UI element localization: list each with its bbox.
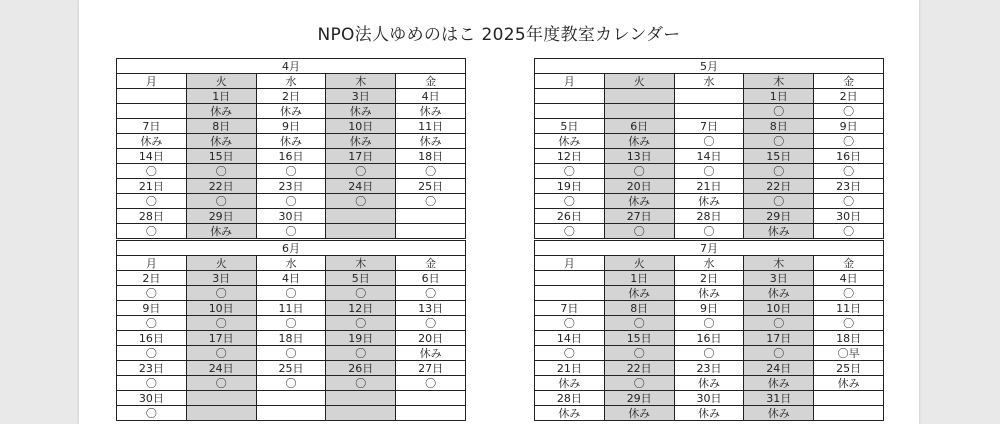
date-cell: 7日 xyxy=(674,119,744,134)
date-row xyxy=(117,179,466,194)
status-cell: 〇 xyxy=(396,286,466,301)
date-cell: 31日 xyxy=(744,391,814,406)
date-cell: 1日 xyxy=(744,89,814,104)
status-row xyxy=(117,316,466,331)
status-cell: 〇 xyxy=(674,316,744,331)
date-cell: 13日 xyxy=(396,301,466,316)
status-cell: 〇 xyxy=(256,286,326,301)
date-cell: 29日 xyxy=(186,209,256,224)
date-cell: 11日 xyxy=(396,119,466,134)
weekday-header: 木 xyxy=(744,74,814,89)
weekday-header: 火 xyxy=(604,256,674,271)
month-name: 7月 xyxy=(535,241,884,256)
status-cell xyxy=(326,224,396,239)
status-cell: 休み xyxy=(396,346,466,361)
status-cell xyxy=(814,406,884,421)
weekday-header: 水 xyxy=(256,256,326,271)
date-cell: 24日 xyxy=(744,361,814,376)
date-cell: 3日 xyxy=(326,89,396,104)
status-cell: 休み xyxy=(535,406,605,421)
status-cell: 〇 xyxy=(256,376,326,391)
status-row xyxy=(535,376,884,391)
status-cell: 〇 xyxy=(604,316,674,331)
date-cell: 23日 xyxy=(814,179,884,194)
status-row xyxy=(535,134,884,149)
month-name: 5月 xyxy=(535,59,884,74)
status-row xyxy=(535,286,884,301)
weekday-header: 月 xyxy=(535,74,605,89)
weekday-header: 金 xyxy=(396,74,466,89)
date-cell: 14日 xyxy=(535,331,605,346)
status-row xyxy=(535,406,884,421)
weekday-header: 金 xyxy=(814,256,884,271)
status-cell: 〇 xyxy=(117,316,187,331)
status-cell: 〇 xyxy=(117,346,187,361)
date-cell xyxy=(396,209,466,224)
status-cell: 〇 xyxy=(396,316,466,331)
date-row xyxy=(117,89,466,104)
date-cell: 8日 xyxy=(744,119,814,134)
status-row xyxy=(117,194,466,209)
date-cell: 15日 xyxy=(744,149,814,164)
date-cell: 24日 xyxy=(326,179,396,194)
date-cell: 14日 xyxy=(117,149,187,164)
status-cell: 〇 xyxy=(396,164,466,179)
calendar-april xyxy=(116,58,466,239)
date-cell: 24日 xyxy=(186,361,256,376)
date-cell: 15日 xyxy=(186,149,256,164)
status-cell: 〇 xyxy=(396,194,466,209)
date-cell: 4日 xyxy=(814,271,884,286)
date-row xyxy=(117,361,466,376)
weekday-header: 火 xyxy=(186,256,256,271)
weekday-header: 火 xyxy=(186,74,256,89)
weekday-header-row xyxy=(117,256,466,271)
date-cell: 25日 xyxy=(814,361,884,376)
status-cell xyxy=(535,104,605,119)
status-cell: 休み xyxy=(744,224,814,239)
weekday-header: 月 xyxy=(117,74,187,89)
date-row xyxy=(535,391,884,406)
status-row xyxy=(117,376,466,391)
status-row xyxy=(535,164,884,179)
status-cell xyxy=(186,406,256,421)
date-cell: 28日 xyxy=(535,391,605,406)
date-cell: 29日 xyxy=(604,391,674,406)
status-cell: 〇早 xyxy=(814,346,884,361)
date-cell: 18日 xyxy=(256,331,326,346)
status-row xyxy=(117,224,466,239)
date-cell: 10日 xyxy=(186,301,256,316)
weekday-header: 水 xyxy=(674,74,744,89)
date-row xyxy=(535,89,884,104)
weekday-header: 火 xyxy=(604,74,674,89)
status-cell: 〇 xyxy=(117,286,187,301)
status-cell: 〇 xyxy=(744,316,814,331)
status-cell: 休み xyxy=(604,286,674,301)
weekday-header-row xyxy=(535,74,884,89)
date-row xyxy=(535,179,884,194)
date-cell: 28日 xyxy=(674,209,744,224)
date-cell: 26日 xyxy=(535,209,605,224)
status-cell: 〇 xyxy=(326,346,396,361)
status-cell: 休み xyxy=(744,406,814,421)
status-cell: 〇 xyxy=(117,224,187,239)
status-cell: 休み xyxy=(326,104,396,119)
status-cell: 休み xyxy=(326,134,396,149)
status-cell: 休み xyxy=(117,134,187,149)
date-cell: 5日 xyxy=(535,119,605,134)
status-cell: 休み xyxy=(674,286,744,301)
calendar-june xyxy=(116,240,466,421)
date-cell: 17日 xyxy=(744,331,814,346)
date-cell: 23日 xyxy=(674,361,744,376)
date-cell: 13日 xyxy=(604,149,674,164)
status-cell: 休み xyxy=(186,224,256,239)
status-cell: 〇 xyxy=(674,224,744,239)
calendar-july xyxy=(534,240,884,421)
status-row xyxy=(535,194,884,209)
date-cell: 8日 xyxy=(186,119,256,134)
date-cell xyxy=(326,391,396,406)
status-cell: 〇 xyxy=(186,164,256,179)
status-row xyxy=(117,104,466,119)
date-cell: 14日 xyxy=(674,149,744,164)
status-cell: 〇 xyxy=(326,316,396,331)
date-cell xyxy=(117,89,187,104)
date-row xyxy=(117,331,466,346)
status-cell: 〇 xyxy=(186,286,256,301)
date-cell: 7日 xyxy=(117,119,187,134)
status-cell: 休み xyxy=(744,286,814,301)
status-cell: 〇 xyxy=(535,224,605,239)
date-row xyxy=(535,271,884,286)
date-cell: 8日 xyxy=(604,301,674,316)
status-cell: 〇 xyxy=(744,194,814,209)
date-cell: 4日 xyxy=(256,271,326,286)
date-cell: 17日 xyxy=(186,331,256,346)
date-cell xyxy=(674,89,744,104)
date-cell xyxy=(535,271,605,286)
date-cell: 23日 xyxy=(117,361,187,376)
status-cell: 〇 xyxy=(674,164,744,179)
status-cell xyxy=(604,104,674,119)
status-cell: 〇 xyxy=(326,164,396,179)
date-cell: 6日 xyxy=(396,271,466,286)
date-cell: 20日 xyxy=(604,179,674,194)
status-cell: 休み xyxy=(256,134,326,149)
weekday-header: 月 xyxy=(535,256,605,271)
date-cell: 9日 xyxy=(814,119,884,134)
status-cell: 〇 xyxy=(256,164,326,179)
status-cell: 〇 xyxy=(186,194,256,209)
date-cell: 10日 xyxy=(326,119,396,134)
status-cell: 〇 xyxy=(117,406,187,421)
status-cell: 休み xyxy=(604,134,674,149)
status-row xyxy=(117,286,466,301)
status-cell: 〇 xyxy=(744,346,814,361)
status-cell: 〇 xyxy=(744,164,814,179)
date-cell: 18日 xyxy=(396,149,466,164)
weekday-header-row xyxy=(117,74,466,89)
date-cell: 23日 xyxy=(256,179,326,194)
weekday-header: 水 xyxy=(256,74,326,89)
status-cell: 〇 xyxy=(186,376,256,391)
status-cell xyxy=(256,406,326,421)
status-cell: 〇 xyxy=(814,134,884,149)
date-cell: 2日 xyxy=(814,89,884,104)
status-row xyxy=(535,346,884,361)
status-cell: 休み xyxy=(814,376,884,391)
date-row xyxy=(535,301,884,316)
date-cell xyxy=(814,391,884,406)
date-cell: 7日 xyxy=(535,301,605,316)
date-cell: 1日 xyxy=(186,89,256,104)
status-cell: 休み xyxy=(674,376,744,391)
date-cell: 30日 xyxy=(674,391,744,406)
status-cell: 〇 xyxy=(744,134,814,149)
status-cell: 休み xyxy=(535,134,605,149)
status-cell: 〇 xyxy=(814,194,884,209)
date-cell xyxy=(396,391,466,406)
date-cell: 4日 xyxy=(396,89,466,104)
weekday-header: 木 xyxy=(326,256,396,271)
page-title: NPO法人ゆめのはこ 2025年度教室カレンダー xyxy=(317,25,681,45)
date-cell: 16日 xyxy=(117,331,187,346)
date-cell: 16日 xyxy=(674,331,744,346)
date-cell: 12日 xyxy=(535,149,605,164)
date-cell: 30日 xyxy=(814,209,884,224)
date-row xyxy=(117,119,466,134)
date-cell: 10日 xyxy=(744,301,814,316)
status-cell: 〇 xyxy=(256,316,326,331)
date-cell: 2日 xyxy=(674,271,744,286)
status-cell: 〇 xyxy=(326,376,396,391)
status-cell: 〇 xyxy=(535,346,605,361)
status-cell: 休み xyxy=(674,406,744,421)
status-row xyxy=(535,104,884,119)
status-cell: 〇 xyxy=(604,164,674,179)
date-row xyxy=(535,119,884,134)
status-cell xyxy=(326,406,396,421)
date-row xyxy=(117,301,466,316)
date-cell: 3日 xyxy=(744,271,814,286)
status-cell: 〇 xyxy=(674,346,744,361)
date-cell: 11日 xyxy=(256,301,326,316)
status-cell: 〇 xyxy=(256,194,326,209)
date-cell: 25日 xyxy=(256,361,326,376)
status-cell: 〇 xyxy=(814,316,884,331)
status-row xyxy=(117,134,466,149)
date-row xyxy=(117,391,466,406)
date-cell: 15日 xyxy=(604,331,674,346)
status-cell: 〇 xyxy=(814,104,884,119)
status-cell: 休み xyxy=(256,104,326,119)
status-cell xyxy=(396,406,466,421)
date-cell: 22日 xyxy=(744,179,814,194)
date-row xyxy=(535,209,884,224)
date-cell xyxy=(604,89,674,104)
date-cell: 3日 xyxy=(186,271,256,286)
status-cell: 〇 xyxy=(256,224,326,239)
month-name: 4月 xyxy=(117,59,466,74)
calendar-may xyxy=(534,58,884,239)
status-cell: 休み xyxy=(604,406,674,421)
status-row xyxy=(117,346,466,361)
status-cell: 休み xyxy=(396,104,466,119)
status-cell: 〇 xyxy=(535,316,605,331)
status-row xyxy=(535,316,884,331)
date-cell: 27日 xyxy=(604,209,674,224)
status-cell: 〇 xyxy=(814,286,884,301)
status-cell: 〇 xyxy=(604,224,674,239)
status-cell: 〇 xyxy=(604,376,674,391)
status-cell: 休み xyxy=(186,134,256,149)
date-cell: 25日 xyxy=(396,179,466,194)
date-cell: 9日 xyxy=(117,301,187,316)
status-cell: 休み xyxy=(604,194,674,209)
status-cell: 〇 xyxy=(326,194,396,209)
date-cell: 30日 xyxy=(117,391,187,406)
status-cell: 休み xyxy=(674,194,744,209)
weekday-header: 月 xyxy=(117,256,187,271)
date-row xyxy=(535,331,884,346)
status-cell: 〇 xyxy=(186,316,256,331)
date-cell: 16日 xyxy=(814,149,884,164)
status-cell: 休み xyxy=(744,376,814,391)
date-cell: 29日 xyxy=(744,209,814,224)
date-cell: 21日 xyxy=(674,179,744,194)
status-cell: 〇 xyxy=(535,194,605,209)
status-cell: 〇 xyxy=(117,194,187,209)
date-cell: 9日 xyxy=(674,301,744,316)
date-cell: 20日 xyxy=(396,331,466,346)
month-name: 6月 xyxy=(117,241,466,256)
status-cell: 〇 xyxy=(186,346,256,361)
status-cell xyxy=(396,224,466,239)
status-row xyxy=(535,224,884,239)
weekday-header: 金 xyxy=(814,74,884,89)
status-cell: 休み xyxy=(186,104,256,119)
date-cell: 18日 xyxy=(814,331,884,346)
date-cell: 30日 xyxy=(256,209,326,224)
date-cell: 6日 xyxy=(604,119,674,134)
date-cell: 21日 xyxy=(535,361,605,376)
month-header-row xyxy=(535,241,884,256)
status-cell: 〇 xyxy=(744,104,814,119)
status-cell: 〇 xyxy=(256,346,326,361)
date-cell xyxy=(256,391,326,406)
date-cell: 19日 xyxy=(326,331,396,346)
date-cell: 11日 xyxy=(814,301,884,316)
date-cell: 22日 xyxy=(186,179,256,194)
weekday-header: 水 xyxy=(674,256,744,271)
status-cell: 〇 xyxy=(396,376,466,391)
weekday-header-row xyxy=(535,256,884,271)
status-row xyxy=(117,406,466,421)
date-cell xyxy=(326,209,396,224)
month-header-row xyxy=(117,241,466,256)
status-cell xyxy=(535,286,605,301)
status-cell: 〇 xyxy=(814,224,884,239)
date-cell: 21日 xyxy=(117,179,187,194)
weekday-header: 木 xyxy=(326,74,396,89)
date-cell: 12日 xyxy=(326,301,396,316)
status-row xyxy=(117,164,466,179)
date-cell: 17日 xyxy=(326,149,396,164)
date-cell xyxy=(535,89,605,104)
date-cell: 19日 xyxy=(535,179,605,194)
weekday-header: 木 xyxy=(744,256,814,271)
date-row xyxy=(117,149,466,164)
status-cell: 〇 xyxy=(117,376,187,391)
date-row xyxy=(117,271,466,286)
month-header-row xyxy=(117,59,466,74)
date-cell: 16日 xyxy=(256,149,326,164)
date-cell: 1日 xyxy=(604,271,674,286)
status-cell: 〇 xyxy=(326,286,396,301)
status-cell: 休み xyxy=(396,134,466,149)
date-cell: 27日 xyxy=(396,361,466,376)
status-cell: 〇 xyxy=(814,164,884,179)
status-cell: 休み xyxy=(535,376,605,391)
date-row xyxy=(535,361,884,376)
status-cell: 〇 xyxy=(604,346,674,361)
status-cell xyxy=(674,104,744,119)
status-cell: 〇 xyxy=(674,134,744,149)
date-cell: 2日 xyxy=(117,271,187,286)
status-cell: 〇 xyxy=(117,164,187,179)
date-cell: 22日 xyxy=(604,361,674,376)
month-header-row xyxy=(535,59,884,74)
date-cell: 2日 xyxy=(256,89,326,104)
date-cell: 26日 xyxy=(326,361,396,376)
date-cell xyxy=(186,391,256,406)
date-cell: 9日 xyxy=(256,119,326,134)
date-row xyxy=(117,209,466,224)
date-cell: 5日 xyxy=(326,271,396,286)
status-cell: 〇 xyxy=(535,164,605,179)
weekday-header: 金 xyxy=(396,256,466,271)
date-row xyxy=(535,149,884,164)
date-cell: 28日 xyxy=(117,209,187,224)
status-cell xyxy=(117,104,187,119)
